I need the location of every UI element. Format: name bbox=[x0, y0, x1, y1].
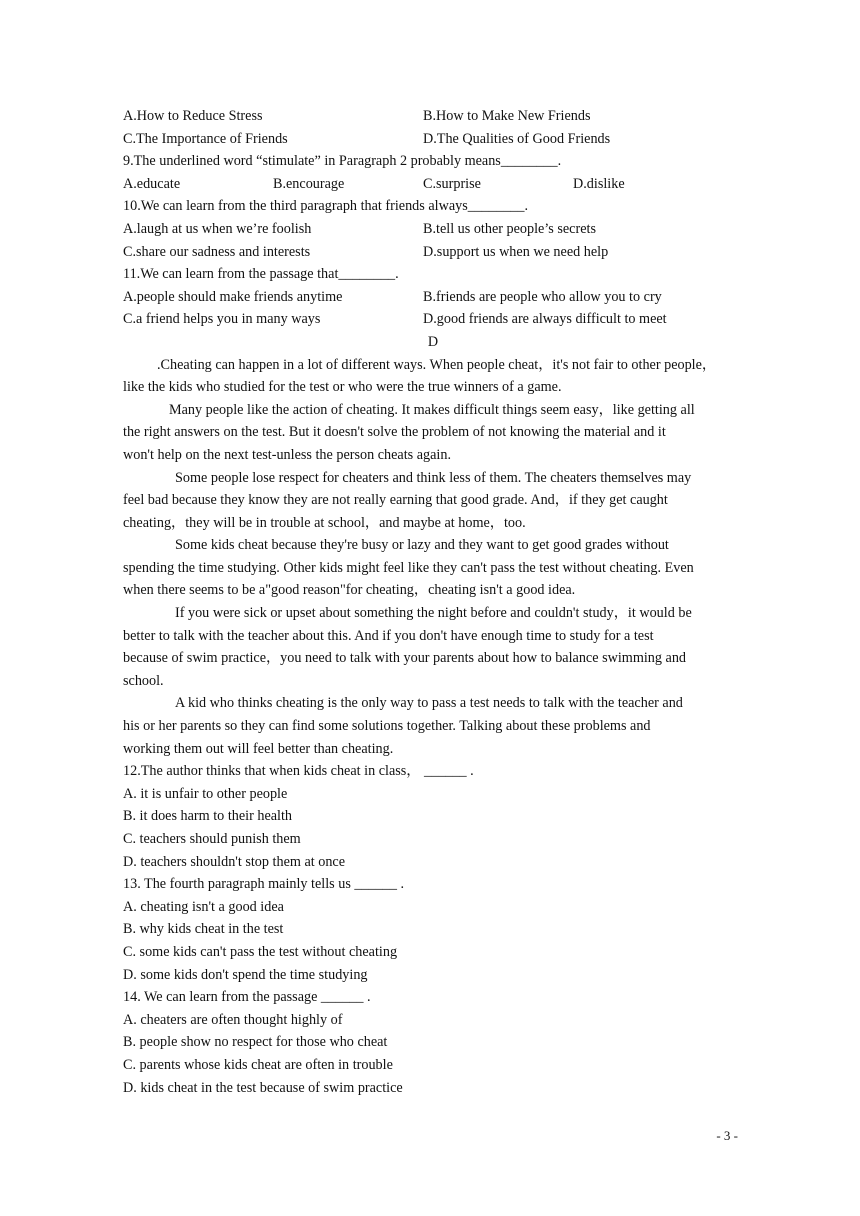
paragraph-line: his or her parents so they can find some solutions together. Talking about these problems and bbox=[123, 718, 651, 735]
q10-option-c: C.share our sadness and interests bbox=[123, 243, 311, 260]
q8-option-c: C.The Importance of Friends bbox=[123, 130, 288, 147]
q9-option-c: C.surprise bbox=[423, 175, 481, 192]
page-number: - 3 - bbox=[716, 1128, 738, 1143]
paragraph-line: because of swim practice，you need to talk with your parents about how to balance swimming and bbox=[123, 650, 687, 667]
passage-paragraph-2 bbox=[123, 399, 743, 467]
passage-paragraph-5 bbox=[123, 602, 743, 692]
q14-option-a: A. cheaters are often thought highly of bbox=[123, 1011, 343, 1028]
passage-paragraph-1 bbox=[123, 354, 743, 399]
q13-option-b: B. why kids cheat in the test bbox=[123, 921, 284, 938]
q8-options-row-2 bbox=[123, 128, 743, 151]
q11-option-a: A.people should make friends anytime bbox=[123, 288, 343, 305]
paragraph-line: spending the time studying. Other kids might feel like they can't pass the test without cheating. Even bbox=[123, 559, 694, 576]
q11-option-d: D.good friends are always difficult to meet bbox=[423, 311, 667, 328]
passage-paragraph-4 bbox=[123, 534, 743, 602]
q14-option-c: C. parents whose kids cheat are often in trouble bbox=[123, 1056, 393, 1073]
q9-option-a: A.educate bbox=[123, 175, 181, 192]
q10-stem: 10.We can learn from the third paragraph that friends always________. bbox=[123, 198, 529, 215]
q13-option-a: A. cheating isn't a good idea bbox=[123, 898, 284, 915]
q12-option-a: A. it is unfair to other people bbox=[123, 785, 288, 802]
q10-option-b: B.tell us other people’s secrets bbox=[423, 220, 596, 237]
q12-option-b: B. it does harm to their health bbox=[123, 808, 293, 825]
q11-stem: 11.We can learn from the passage that________. bbox=[123, 266, 399, 283]
q11-options-row-2 bbox=[123, 308, 743, 331]
paragraph-line: won't help on the next test-unless the person cheats again. bbox=[123, 446, 451, 463]
q10-option-d: D.support us when we need help bbox=[423, 243, 609, 260]
q11-option-c: C.a friend helps you in many ways bbox=[123, 311, 321, 328]
paragraph-line: Many people like the action of cheating. It makes difficult things seem easy，like getting all bbox=[169, 401, 695, 418]
paragraph-line: feel bad because they know they are not really earning that good grade. And，if they get caught bbox=[123, 492, 668, 509]
q10-options-row-1 bbox=[123, 218, 743, 241]
passage-paragraph-6 bbox=[123, 692, 743, 760]
paragraph-line: working them out will feel better than cheating. bbox=[123, 740, 394, 757]
q10-options-row-2 bbox=[123, 241, 743, 264]
q8-option-b: B.How to Make New Friends bbox=[423, 108, 591, 124]
q8-option-a: A.How to Reduce Stress bbox=[123, 108, 263, 124]
paragraph-line: better to talk with the teacher about this. And if you don't have enough time to study for a test bbox=[123, 627, 654, 644]
passage-paragraph-3 bbox=[123, 467, 743, 535]
q12-option-d: D. teachers shouldn't stop them at once bbox=[123, 853, 346, 870]
q13-option-d: D. some kids don't spend the time studying bbox=[123, 966, 368, 983]
q12-stem: 12.The author thinks that when kids cheat in class， ______ . bbox=[123, 763, 474, 780]
paragraph-line: like the kids who studied for the test or who were the true winners of a game. bbox=[123, 379, 562, 396]
paragraph-line: .Cheating can happen in a lot of different ways. When people cheat，it's not fair to other people， bbox=[157, 356, 717, 373]
q14-stem: 14. We can learn from the passage ______ . bbox=[123, 989, 371, 1006]
q12-option-c: C. teachers should punish them bbox=[123, 831, 301, 847]
q13-option-c: C. some kids can't pass the test without cheating bbox=[123, 943, 398, 960]
paragraph-line: when there seems to be a"good reason"for cheating，cheating isn't a good idea. bbox=[123, 582, 576, 599]
q13-stem: 13. The fourth paragraph mainly tells us ______ . bbox=[123, 876, 405, 893]
paragraph-line: the right answers on the test. But it doesn't solve the problem of not knowing the material and it bbox=[123, 424, 666, 441]
paragraph-line: Some people lose respect for cheaters and think less of them. The cheaters themselves may bbox=[175, 469, 692, 486]
q14-option-b: B. people show no respect for those who cheat bbox=[123, 1034, 388, 1051]
document-body bbox=[123, 105, 743, 1099]
q11-option-b: B.friends are people who allow you to cry bbox=[423, 288, 662, 305]
q10-option-a: A.laugh at us when we’re foolish bbox=[123, 220, 312, 237]
paragraph-line: A kid who thinks cheating is the only way to pass a test needs to talk with the teacher and bbox=[175, 695, 683, 712]
q8-option-d: D.The Qualities of Good Friends bbox=[423, 130, 611, 147]
q9-option-b: B.encourage bbox=[273, 175, 345, 192]
paragraph-line: school. bbox=[123, 672, 164, 689]
paragraph-line: If you were sick or upset about something the night before and couldn't study，it would be bbox=[175, 605, 692, 622]
paragraph-line: Some kids cheat because they're busy or lazy and they want to get good grades without bbox=[175, 537, 669, 554]
q14-option-d: D. kids cheat in the test because of swim practice bbox=[123, 1079, 403, 1096]
paragraph-line: cheating，they will be in trouble at school，and maybe at home，too. bbox=[123, 514, 526, 531]
q9-stem: 9.The underlined word “stimulate” in Paragraph 2 probably means________. bbox=[123, 153, 562, 170]
section-heading-d: D bbox=[427, 333, 439, 350]
q9-option-d: D.dislike bbox=[573, 175, 625, 192]
q9-options bbox=[123, 173, 743, 196]
q11-options-row-1 bbox=[123, 286, 743, 309]
q8-options-row-1 bbox=[123, 105, 743, 128]
